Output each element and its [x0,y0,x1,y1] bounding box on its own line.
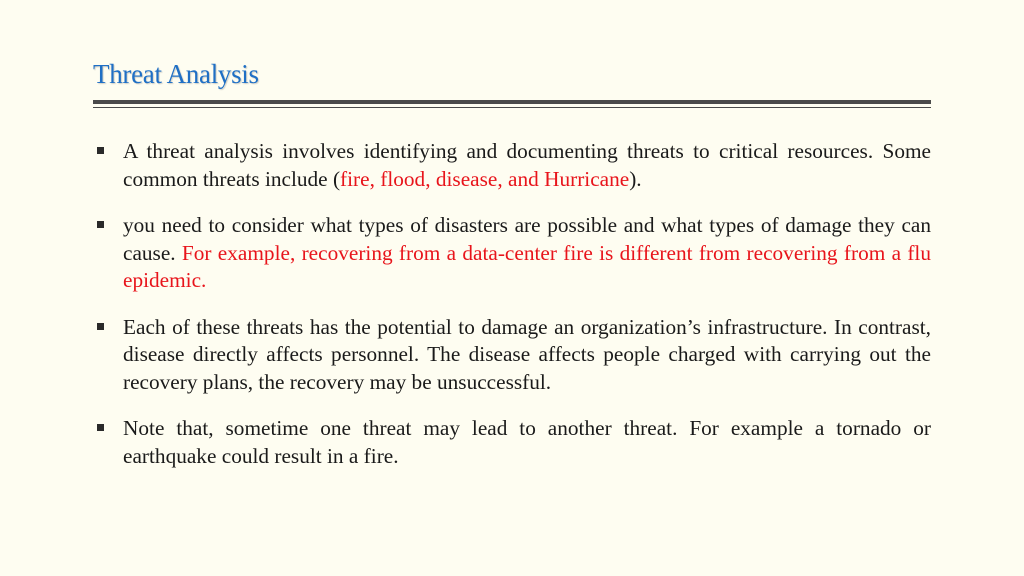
bullet-item [95,415,931,470]
bullet-item [95,212,931,295]
title-divider-thick [93,100,931,104]
highlighted-text: fire, flood, disease, and Hurricane [340,166,630,191]
square-bullet-icon [97,147,104,154]
bullet-text: A threat analysis involves identifying and documenting threats to critical resources. Some common threats include ( [123,139,931,191]
bullet-item [95,138,931,193]
bullet-list [95,138,931,489]
title-divider-thin [93,107,931,108]
square-bullet-icon [97,323,104,330]
bullet-text: Note that, sometime one threat may lead to another threat. For example a tornado or earthquake could result in a fire. [123,416,931,468]
square-bullet-icon [97,424,104,431]
slide-title: Threat Analysis [93,59,259,89]
bullet-text: Each of these threats has the potential to damage an organization’s infrastructure. In contrast, disease directly affects personnel. The disease affects people charged with carrying out the recovery plans, the recovery may be unsuccessful. [123,314,931,394]
bullet-text-end: ). [629,166,642,191]
bullet-text: you need to consider what types of disasters are possible and what types of damage they can cause. [123,213,931,265]
bullet-item [95,314,931,397]
highlighted-text: For example, recovering from a data-center fire is different from recovering from a flu epidemic. [123,240,931,292]
square-bullet-icon [97,221,104,228]
